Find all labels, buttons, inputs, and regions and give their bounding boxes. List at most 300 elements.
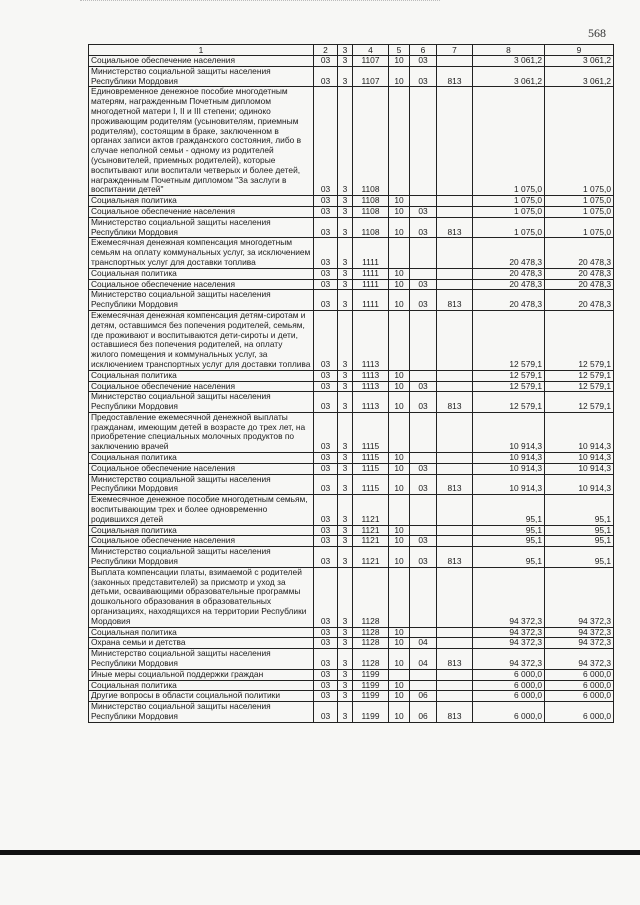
row-code-grbs: 813 [437, 392, 473, 413]
row-amount-1: 20 478,3 [473, 268, 545, 279]
row-code-sub: 3 [338, 649, 353, 670]
row-code-gp: 03 [314, 268, 338, 279]
row-amount-2: 6 000,0 [545, 691, 614, 702]
table-row [89, 567, 614, 627]
row-code-grbs [437, 453, 473, 464]
row-name: Министерство социальной защиты населения Республики Мордовия [89, 702, 314, 723]
table-row [89, 627, 614, 638]
row-code-sub: 3 [338, 536, 353, 547]
row-code-gp: 03 [314, 669, 338, 680]
row-code-sub: 3 [338, 217, 353, 238]
row-code-grbs [437, 495, 473, 525]
row-amount-2: 6 000,0 [545, 702, 614, 723]
row-amount-2: 10 914,3 [545, 453, 614, 464]
row-name: Социальное обеспечение населения [89, 463, 314, 474]
row-code-grbs: 813 [437, 649, 473, 670]
table-row [89, 649, 614, 670]
row-code-subsection: 03 [410, 66, 437, 87]
row-amount-2: 1 075,0 [545, 87, 614, 196]
row-code-gp: 03 [314, 290, 338, 311]
row-code-section: 10 [389, 463, 410, 474]
row-code-section: 10 [389, 627, 410, 638]
row-code-grbs: 813 [437, 702, 473, 723]
table-row [89, 196, 614, 207]
row-amount-1: 20 478,3 [473, 279, 545, 290]
row-amount-1: 1 075,0 [473, 196, 545, 207]
table-row [89, 463, 614, 474]
table-row [89, 691, 614, 702]
row-code-section: 10 [389, 680, 410, 691]
row-name: Ежемесячное денежное пособие многодетным семьям, воспитывающим трех и более одновременно родившихся детей [89, 495, 314, 525]
row-amount-1: 12 579,1 [473, 392, 545, 413]
row-code-sub: 3 [338, 474, 353, 495]
row-amount-2: 20 478,3 [545, 238, 614, 268]
row-name: Социальная политика [89, 525, 314, 536]
row-code-grbs [437, 669, 473, 680]
row-code-sub: 3 [338, 547, 353, 568]
table-row [89, 310, 614, 370]
row-name: Социальное обеспечение населения [89, 381, 314, 392]
row-code-grbs [437, 638, 473, 649]
row-name: Единовременное денежное пособие многодетным матерям, награжденным Почетным дипломом многодетной матери I, II и III степени; одиноко проживающим родителям (усыновителям, приемным родителям), состоящим в браке, заключенном в органах записи актов гражданского состояния, либо в случае неполной семьи - одному из родителей (усыновителей, приемных родителей), которые воспитывают или воспитали четверых и более детей, награжденным Почетным дипломом "За заслуги в воспитании детей" [89, 87, 314, 196]
row-code-grbs: 813 [437, 474, 473, 495]
row-code-grbs [437, 310, 473, 370]
row-code-target: 1128 [353, 638, 389, 649]
row-code-subsection: 03 [410, 206, 437, 217]
row-code-section [389, 87, 410, 196]
row-code-sub: 3 [338, 381, 353, 392]
row-code-sub: 3 [338, 290, 353, 311]
row-code-target: 1115 [353, 412, 389, 452]
row-amount-1: 1 075,0 [473, 206, 545, 217]
row-code-gp: 03 [314, 238, 338, 268]
row-code-section: 10 [389, 392, 410, 413]
row-name: Социальное обеспечение населения [89, 206, 314, 217]
row-code-subsection [410, 87, 437, 196]
row-code-grbs: 813 [437, 547, 473, 568]
row-code-sub: 3 [338, 627, 353, 638]
header-cell: 1 [89, 45, 314, 56]
row-code-grbs [437, 381, 473, 392]
row-amount-1: 95,1 [473, 495, 545, 525]
row-code-grbs [437, 268, 473, 279]
row-amount-2: 10 914,3 [545, 412, 614, 452]
row-code-target: 1121 [353, 536, 389, 547]
row-code-sub: 3 [338, 392, 353, 413]
table-row [89, 474, 614, 495]
row-code-sub: 3 [338, 669, 353, 680]
table-row [89, 238, 614, 268]
row-amount-2: 6 000,0 [545, 680, 614, 691]
row-code-section [389, 567, 410, 627]
row-code-section [389, 495, 410, 525]
row-name: Социальная политика [89, 196, 314, 207]
header-cell: 2 [314, 45, 338, 56]
row-code-gp: 03 [314, 453, 338, 464]
row-code-sub: 3 [338, 567, 353, 627]
row-amount-1: 10 914,3 [473, 453, 545, 464]
row-code-subsection: 03 [410, 463, 437, 474]
row-amount-2: 1 075,0 [545, 217, 614, 238]
table-row [89, 392, 614, 413]
bottom-scan-rule [0, 850, 640, 855]
row-code-grbs [437, 196, 473, 207]
row-code-subsection: 03 [410, 217, 437, 238]
row-name: Социальная политика [89, 627, 314, 638]
row-code-target: 1115 [353, 453, 389, 464]
row-code-grbs [437, 370, 473, 381]
row-amount-2: 94 372,3 [545, 649, 614, 670]
row-amount-2: 20 478,3 [545, 268, 614, 279]
row-code-subsection [410, 495, 437, 525]
row-code-gp: 03 [314, 547, 338, 568]
row-amount-1: 20 478,3 [473, 290, 545, 311]
row-code-section: 10 [389, 279, 410, 290]
row-code-gp: 03 [314, 463, 338, 474]
row-code-target: 1108 [353, 217, 389, 238]
row-name: Социальное обеспечение населения [89, 536, 314, 547]
header-cell: 8 [473, 45, 545, 56]
header-cell: 5 [389, 45, 410, 56]
row-amount-2: 10 914,3 [545, 474, 614, 495]
row-amount-2: 94 372,3 [545, 638, 614, 649]
row-code-sub: 3 [338, 56, 353, 67]
row-name: Социальная политика [89, 680, 314, 691]
row-code-sub: 3 [338, 370, 353, 381]
row-code-section: 10 [389, 453, 410, 464]
row-amount-1: 10 914,3 [473, 463, 545, 474]
row-code-grbs [437, 412, 473, 452]
table-row [89, 536, 614, 547]
row-amount-2: 3 061,2 [545, 56, 614, 67]
row-amount-2: 95,1 [545, 525, 614, 536]
row-code-gp: 03 [314, 56, 338, 67]
header-cell: 7 [437, 45, 473, 56]
row-name: Социальная политика [89, 268, 314, 279]
row-code-sub: 3 [338, 310, 353, 370]
row-name: Министерство социальной защиты населения Республики Мордовия [89, 392, 314, 413]
row-code-grbs [437, 56, 473, 67]
table-row [89, 669, 614, 680]
row-amount-1: 1 075,0 [473, 217, 545, 238]
table-row [89, 370, 614, 381]
row-name: Ежемесячная денежная компенсация многодетным семьям на оплату коммунальных услуг, за исключением транспортных услуг для доставки топлива [89, 238, 314, 268]
row-code-target: 1199 [353, 680, 389, 691]
row-code-target: 1128 [353, 627, 389, 638]
row-code-subsection: 03 [410, 381, 437, 392]
row-code-grbs: 813 [437, 290, 473, 311]
row-name: Охрана семьи и детства [89, 638, 314, 649]
row-code-subsection: 03 [410, 536, 437, 547]
table-row [89, 290, 614, 311]
row-code-target: 1113 [353, 310, 389, 370]
table-header-row [89, 45, 614, 56]
row-code-target: 1113 [353, 370, 389, 381]
row-code-subsection [410, 453, 437, 464]
row-name: Другие вопросы в области социальной политики [89, 691, 314, 702]
row-code-subsection [410, 669, 437, 680]
row-code-grbs [437, 536, 473, 547]
row-amount-2: 3 061,2 [545, 66, 614, 87]
table-row [89, 412, 614, 452]
row-code-subsection [410, 238, 437, 268]
row-code-target: 1115 [353, 463, 389, 474]
row-code-target: 1111 [353, 238, 389, 268]
row-amount-2: 12 579,1 [545, 310, 614, 370]
row-code-target: 1111 [353, 279, 389, 290]
row-code-section: 10 [389, 206, 410, 217]
row-code-subsection [410, 310, 437, 370]
row-name: Министерство социальной защиты населения Республики Мордовия [89, 217, 314, 238]
row-code-grbs: 813 [437, 66, 473, 87]
row-code-grbs [437, 279, 473, 290]
row-code-gp: 03 [314, 495, 338, 525]
row-code-grbs [437, 627, 473, 638]
row-amount-2: 1 075,0 [545, 206, 614, 217]
row-name: Иные меры социальной поддержки граждан [89, 669, 314, 680]
row-code-sub: 3 [338, 238, 353, 268]
row-code-sub: 3 [338, 453, 353, 464]
row-name: Министерство социальной защиты населения Республики Мордовия [89, 66, 314, 87]
row-code-section: 10 [389, 56, 410, 67]
row-name: Ежемесячная денежная компенсация детям-сиротам и детям, оставшимся без попечения родителей, семьям, где проживают и воспитываются дети-сироты и дети, оставшиеся без попечения родителей, на оплату жилого помещения и коммунальных услуг, за исключением транспортных услуг для доставки топлива [89, 310, 314, 370]
table-row [89, 525, 614, 536]
row-code-target: 1107 [353, 56, 389, 67]
row-code-grbs [437, 567, 473, 627]
table-row [89, 638, 614, 649]
table-row [89, 268, 614, 279]
row-code-gp: 03 [314, 525, 338, 536]
row-amount-2: 95,1 [545, 495, 614, 525]
row-code-sub: 3 [338, 268, 353, 279]
row-amount-2: 94 372,3 [545, 627, 614, 638]
table-row [89, 680, 614, 691]
row-code-subsection: 03 [410, 474, 437, 495]
row-amount-1: 94 372,3 [473, 567, 545, 627]
row-name: Выплата компенсации платы, взимаемой с родителей (законных представителей) за присмотр и уход за детьми, осваивающими образовательные программы дошкольного образования в образовательных организациях, находящихся на территории Республики Мордовия [89, 567, 314, 627]
row-code-sub: 3 [338, 412, 353, 452]
row-code-subsection [410, 196, 437, 207]
row-code-section: 10 [389, 638, 410, 649]
row-code-sub: 3 [338, 680, 353, 691]
row-code-grbs [437, 87, 473, 196]
table-row [89, 56, 614, 67]
row-code-subsection: 06 [410, 691, 437, 702]
row-code-gp: 03 [314, 392, 338, 413]
budget-table [88, 44, 614, 723]
row-code-gp: 03 [314, 206, 338, 217]
row-code-sub: 3 [338, 463, 353, 474]
row-name: Министерство социальной защиты населения Республики Мордовия [89, 649, 314, 670]
row-code-sub: 3 [338, 495, 353, 525]
row-code-gp: 03 [314, 567, 338, 627]
row-code-gp: 03 [314, 87, 338, 196]
row-code-section: 10 [389, 290, 410, 311]
row-amount-2: 20 478,3 [545, 279, 614, 290]
row-code-gp: 03 [314, 381, 338, 392]
row-name: Социальная политика [89, 370, 314, 381]
row-amount-2: 12 579,1 [545, 370, 614, 381]
row-amount-2: 94 372,3 [545, 567, 614, 627]
row-code-subsection: 06 [410, 702, 437, 723]
row-code-sub: 3 [338, 702, 353, 723]
row-code-subsection [410, 412, 437, 452]
row-code-grbs [437, 206, 473, 217]
row-code-gp: 03 [314, 691, 338, 702]
row-amount-1: 94 372,3 [473, 649, 545, 670]
row-amount-1: 95,1 [473, 536, 545, 547]
row-code-gp: 03 [314, 66, 338, 87]
header-cell: 4 [353, 45, 389, 56]
row-name: Министерство социальной защиты населения Республики Мордовия [89, 474, 314, 495]
row-amount-2: 10 914,3 [545, 463, 614, 474]
row-amount-1: 1 075,0 [473, 87, 545, 196]
row-code-gp: 03 [314, 680, 338, 691]
row-code-section [389, 310, 410, 370]
header-cell: 3 [338, 45, 353, 56]
table-body [89, 56, 614, 723]
row-code-section: 10 [389, 702, 410, 723]
row-code-gp: 03 [314, 310, 338, 370]
row-amount-1: 95,1 [473, 547, 545, 568]
row-code-gp: 03 [314, 370, 338, 381]
row-code-gp: 03 [314, 196, 338, 207]
row-code-grbs [437, 525, 473, 536]
row-code-sub: 3 [338, 279, 353, 290]
row-code-section: 10 [389, 217, 410, 238]
row-code-section [389, 412, 410, 452]
table-row [89, 279, 614, 290]
row-amount-1: 3 061,2 [473, 66, 545, 87]
table-row [89, 381, 614, 392]
row-code-target: 1113 [353, 392, 389, 413]
row-amount-2: 20 478,3 [545, 290, 614, 311]
row-code-gp: 03 [314, 217, 338, 238]
row-code-target: 1128 [353, 567, 389, 627]
row-code-section: 10 [389, 370, 410, 381]
row-code-subsection [410, 680, 437, 691]
row-code-gp: 03 [314, 279, 338, 290]
row-code-sub: 3 [338, 206, 353, 217]
row-code-gp: 03 [314, 649, 338, 670]
row-amount-1: 6 000,0 [473, 680, 545, 691]
row-code-grbs: 813 [437, 217, 473, 238]
row-code-target: 1115 [353, 474, 389, 495]
row-amount-2: 1 075,0 [545, 196, 614, 207]
row-amount-1: 94 372,3 [473, 627, 545, 638]
row-code-subsection [410, 627, 437, 638]
row-code-section: 10 [389, 547, 410, 568]
row-amount-2: 6 000,0 [545, 669, 614, 680]
row-code-section: 10 [389, 268, 410, 279]
row-amount-2: 12 579,1 [545, 392, 614, 413]
row-code-subsection: 03 [410, 547, 437, 568]
page-number: 568 [588, 26, 606, 40]
row-code-sub: 3 [338, 196, 353, 207]
row-amount-2: 95,1 [545, 536, 614, 547]
table-row [89, 495, 614, 525]
row-code-grbs [437, 691, 473, 702]
row-amount-1: 94 372,3 [473, 638, 545, 649]
row-code-gp: 03 [314, 638, 338, 649]
row-name: Социальная политика [89, 453, 314, 464]
row-code-subsection [410, 525, 437, 536]
row-code-subsection: 03 [410, 279, 437, 290]
row-code-gp: 03 [314, 474, 338, 495]
row-code-subsection: 03 [410, 56, 437, 67]
row-code-sub: 3 [338, 525, 353, 536]
row-code-target: 1107 [353, 66, 389, 87]
scan-artifact-line [80, 0, 440, 3]
row-code-subsection [410, 567, 437, 627]
row-amount-1: 10 914,3 [473, 412, 545, 452]
row-amount-1: 3 061,2 [473, 56, 545, 67]
row-code-section: 10 [389, 649, 410, 670]
row-amount-1: 6 000,0 [473, 702, 545, 723]
row-amount-1: 95,1 [473, 525, 545, 536]
row-code-section: 10 [389, 525, 410, 536]
row-code-target: 1199 [353, 702, 389, 723]
row-code-section: 10 [389, 66, 410, 87]
row-amount-1: 6 000,0 [473, 669, 545, 680]
table-row [89, 217, 614, 238]
row-code-target: 1108 [353, 87, 389, 196]
row-code-target: 1111 [353, 290, 389, 311]
row-code-target: 1108 [353, 206, 389, 217]
row-code-gp: 03 [314, 536, 338, 547]
row-amount-1: 12 579,1 [473, 310, 545, 370]
row-code-sub: 3 [338, 638, 353, 649]
row-amount-1: 6 000,0 [473, 691, 545, 702]
row-amount-2: 95,1 [545, 547, 614, 568]
row-code-subsection: 03 [410, 290, 437, 311]
row-code-subsection: 03 [410, 392, 437, 413]
row-code-section: 10 [389, 381, 410, 392]
row-code-target: 1121 [353, 525, 389, 536]
row-name: Предоставление ежемесячной денежной выплаты гражданам, имеющим детей в возрасте до трех лет, на приобретение специальных молочных продуктов по заключению врачей [89, 412, 314, 452]
row-code-section: 10 [389, 474, 410, 495]
table-row [89, 206, 614, 217]
row-code-target: 1108 [353, 196, 389, 207]
row-code-gp: 03 [314, 627, 338, 638]
row-name: Министерство социальной защиты населения Республики Мордовия [89, 290, 314, 311]
row-amount-1: 12 579,1 [473, 370, 545, 381]
row-amount-1: 10 914,3 [473, 474, 545, 495]
row-code-sub: 3 [338, 87, 353, 196]
row-amount-1: 12 579,1 [473, 381, 545, 392]
row-amount-1: 20 478,3 [473, 238, 545, 268]
table-row [89, 87, 614, 196]
table-row [89, 66, 614, 87]
row-code-grbs [437, 463, 473, 474]
row-code-target: 1113 [353, 381, 389, 392]
row-code-grbs [437, 238, 473, 268]
row-code-sub: 3 [338, 66, 353, 87]
table-row [89, 453, 614, 464]
row-code-subsection: 04 [410, 638, 437, 649]
row-code-target: 1121 [353, 547, 389, 568]
row-code-section [389, 238, 410, 268]
table-row [89, 547, 614, 568]
header-cell: 9 [545, 45, 614, 56]
row-amount-2: 12 579,1 [545, 381, 614, 392]
row-code-section: 10 [389, 691, 410, 702]
row-code-target: 1199 [353, 691, 389, 702]
row-code-target: 1199 [353, 669, 389, 680]
row-code-grbs [437, 680, 473, 691]
row-code-target: 1121 [353, 495, 389, 525]
table-row [89, 702, 614, 723]
